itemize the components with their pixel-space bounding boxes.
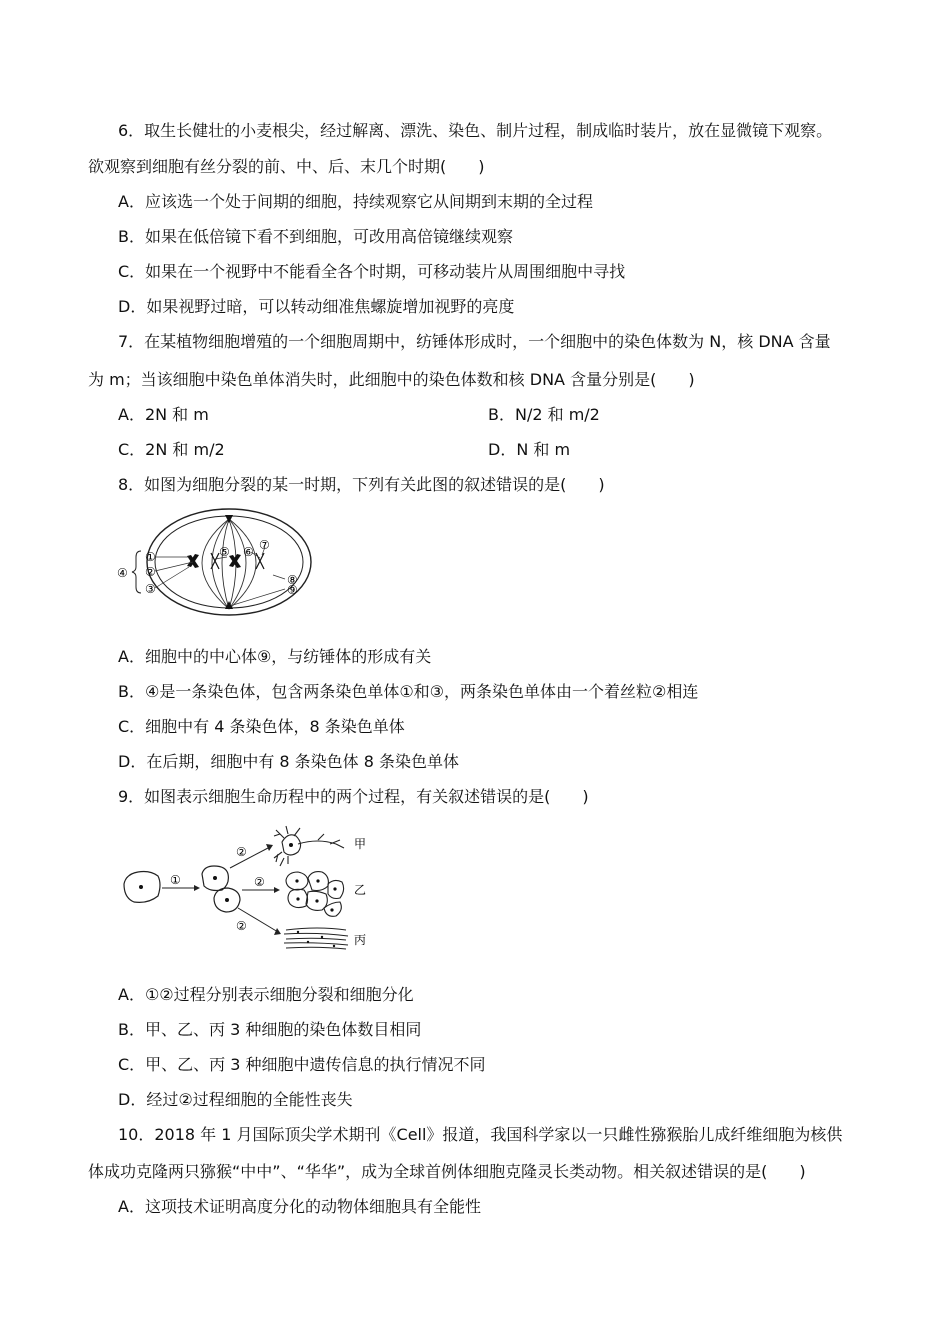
fig8-label-6: ⑥ [243, 545, 254, 559]
q7-option-a: A．2N 和 m [118, 405, 209, 424]
fig8-label-9: ⑨ [287, 583, 298, 597]
q7-option-c: C．2N 和 m/2 [118, 440, 225, 459]
fig9-label-step2-bottom: ② [236, 919, 247, 933]
fig8-label-4: ④ [117, 566, 128, 580]
fig8-label-8: ⑧ [287, 573, 298, 587]
q9-stem: 9．如图表示细胞生命历程中的两个过程，有关叙述错误的是( ) [118, 787, 589, 806]
q9-option-a: A．①②过程分别表示细胞分裂和细胞分化 [118, 985, 414, 1004]
q6-option-d: D．如果视野过暗，可以转动细准焦螺旋增加视野的亮度 [118, 297, 515, 316]
q8-option-c: C．细胞中有 4 条染色体，8 条染色单体 [118, 717, 405, 736]
fig8-label-5: ⑤ [219, 545, 230, 559]
cell-division-figure [115, 505, 315, 620]
fig9-label-jia: 甲 [354, 837, 367, 851]
q6-stem-line2: 欲观察到细胞有丝分裂的前、中、后、末几个时期( ) [88, 157, 485, 176]
fig8-label-1: ① [145, 550, 156, 564]
fig8-label-3: ③ [145, 582, 156, 596]
q8-option-d: D．在后期，细胞中有 8 条染色体 8 条染色单体 [118, 752, 460, 771]
q7-option-b: B．N/2 和 m/2 [488, 405, 600, 424]
fig9-label-yi: 乙 [354, 883, 367, 897]
fig8-label-2: ② [145, 565, 156, 579]
q8-stem: 8．如图为细胞分裂的某一时期，下列有关此图的叙述错误的是( ) [118, 475, 605, 494]
cell-lifecycle-figure [118, 818, 378, 958]
q9-option-c: C．甲、乙、丙 3 种细胞中遗传信息的执行情况不同 [118, 1055, 486, 1074]
fig9-label-step2-top: ② [236, 845, 247, 859]
q9-option-d: D．经过②过程细胞的全能性丧失 [118, 1090, 353, 1109]
q8-option-a: A．细胞中的中心体⑨，与纺锤体的形成有关 [118, 647, 432, 666]
fig8-label-7: ⑦ [259, 538, 270, 552]
q6-option-b: B．如果在低倍镜下看不到细胞，可改用高倍镜继续观察 [118, 227, 513, 246]
q10-stem-line1: 10．2018 年 1 月国际顶尖学术期刊《Cell》报道，我国科学家以一只雌性猕猴胎儿成纤维细胞为核供 [118, 1125, 843, 1144]
q7-stem-line1: 7．在某植物细胞增殖的一个细胞周期中，纺锤体形成时，一个细胞中的染色体数为 N，核 DNA 含量 [118, 332, 831, 351]
q10-stem-line2: 体成功克隆两只猕猴“中中”、“华华”，成为全球首例体细胞克隆灵长类动物。相关叙述错误的是( ) [88, 1162, 806, 1181]
fig9-label-step2-mid: ② [254, 875, 265, 889]
q6-stem-line1: 6．取生长健壮的小麦根尖，经过解离、漂洗、染色、制片过程，制成临时装片，放在显微镜下观察。 [118, 121, 833, 140]
q10-option-a: A．这项技术证明高度分化的动物体细胞具有全能性 [118, 1197, 481, 1216]
q9-option-b: B．甲、乙、丙 3 种细胞的染色体数目相同 [118, 1020, 422, 1039]
q6-option-a: A．应该选一个处于间期的细胞，持续观察它从间期到末期的全过程 [118, 192, 593, 211]
fig9-label-step1: ① [170, 873, 181, 887]
q7-option-d: D．N 和 m [488, 440, 571, 459]
q7-stem-line2: 为 m；当该细胞中染色单体消失时，此细胞中的染色体数和核 DNA 含量分别是( ) [88, 370, 695, 389]
q8-option-b: B．④是一条染色体，包含两条染色单体①和③，两条染色单体由一个着丝粒②相连 [118, 682, 699, 701]
q6-option-c: C．如果在一个视野中不能看全各个时期，可移动装片从周围细胞中寻找 [118, 262, 626, 281]
fig9-label-bing: 丙 [354, 933, 367, 947]
